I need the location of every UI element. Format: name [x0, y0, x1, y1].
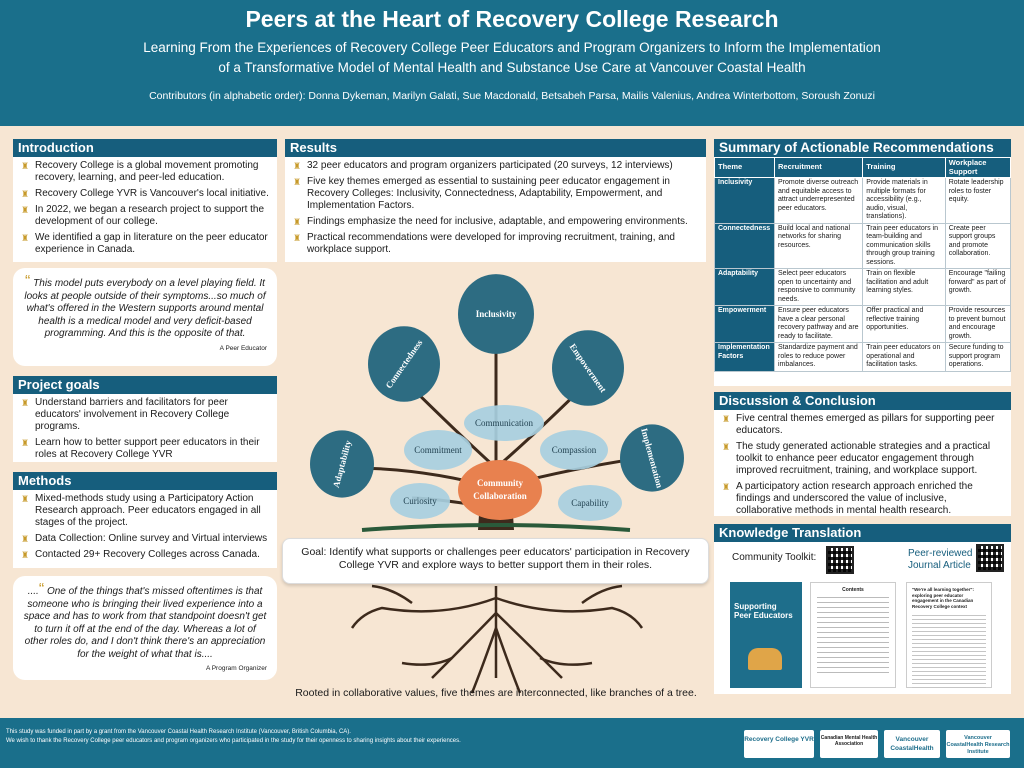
bullet-icon: ♜	[21, 189, 30, 199]
discussion-list	[714, 410, 1011, 524]
list-item: ♜ In 2022, we began a research project to support the development of our college.	[21, 204, 265, 227]
theme-leaf-connectedness	[368, 326, 440, 402]
community-collaboration-bubble	[458, 460, 542, 520]
project-goals-panel	[13, 376, 277, 462]
introduction-panel	[13, 139, 277, 262]
vch-research-institute-logo: Vancouver CoastalHealth Research Institute	[946, 730, 1010, 758]
table-cell: Create peer support groups and promote collaboration.	[945, 223, 1010, 269]
bullet-icon: ♜	[21, 494, 30, 504]
recovery-college-logo: Recovery College YVR	[744, 730, 814, 758]
discussion-heading: Discussion & Conclusion	[714, 392, 1011, 410]
article-qr-code[interactable]	[976, 544, 1004, 572]
theme-leaf-empowerment	[552, 330, 624, 406]
value-bubble-commitment	[404, 430, 472, 470]
bullet-icon: ♜	[21, 205, 30, 215]
table-cell: Empowerment	[715, 306, 775, 343]
center-label-line2: Collaboration	[473, 491, 527, 501]
bullet-icon: ♜	[722, 482, 731, 492]
bullet-icon: ♜	[21, 398, 30, 408]
poster-footer	[0, 718, 1024, 768]
toolkit-booklet-cover[interactable]	[730, 582, 802, 688]
quote-text: One of the things that's missed oftentimes is that someone who is bringing their lived experience into a space and has to work from that standpoint doesn't get to turn it off at the end of the day. Whereas a lot of other roles do, and I don't think there's an appreciation for the weight of what that is....	[23, 586, 267, 660]
table-cell: Offer practical and reflective training opportunities.	[863, 306, 945, 343]
contents-title: Contents	[842, 587, 864, 593]
table-cell: Provide materials in multiple formats for accessibility (e.g., audio, visual, translations).	[863, 178, 945, 224]
theme-leaf-adaptability	[310, 430, 374, 497]
results-list	[285, 157, 706, 263]
table-cell: Inclusivity	[715, 178, 775, 224]
leaf-label: Empowerment	[567, 341, 609, 395]
toolkit-label: Community Toolkit:	[732, 552, 817, 563]
table-header-row	[715, 158, 1011, 178]
column-header: Workplace Support	[945, 158, 1010, 178]
table-cell: Secure funding to support program operations.	[945, 343, 1010, 372]
methods-heading: Methods	[13, 472, 277, 490]
booklet-title: Supporting Peer Educators	[734, 602, 793, 620]
value-bubble-communication	[464, 405, 544, 441]
project-goals-list	[13, 394, 277, 468]
bullet-icon: ♜	[722, 414, 731, 424]
value-bubble-capability	[558, 485, 622, 521]
bubble-label: Commitment	[414, 445, 462, 455]
poster-subtitle-line1: Learning From the Experiences of Recovery College Peer Educators and Program Organizers to Inform the Implementation	[143, 40, 881, 55]
introduction-list	[13, 157, 277, 263]
results-heading: Results	[285, 139, 706, 157]
table-cell: Build local and national networks for sharing resources.	[775, 223, 863, 269]
table-row	[715, 269, 1011, 306]
leaf-label: Adaptability	[330, 439, 354, 489]
quote-mark-icon: “	[25, 273, 31, 290]
bullet-icon: ♜	[293, 217, 302, 227]
list-item: ♜ Data Collection: Online survey and Virtual interviews	[21, 533, 268, 544]
list-item: ♜ Contacted 29+ Recovery Colleges across Canada.	[21, 549, 260, 560]
contributors-line: Contributors (in alphabetic order): Donna Dykeman, Marilyn Galati, Sue Macdonald, Betsabeh Parsa, Mailis Valenius, Andrea Winterbottom, Soroush Zonuzi	[149, 90, 875, 102]
peer-educator-quote	[13, 268, 277, 366]
table-cell: Provide resources to prevent burnout and encourage growth.	[945, 306, 1010, 343]
list-item: ♜ Recovery College YVR is Vancouver's local initiative.	[21, 188, 269, 199]
toolkit-contents-page[interactable]	[810, 582, 896, 688]
contents-lines	[817, 597, 889, 677]
tree-illustration	[282, 268, 710, 712]
leaf-label: Inclusivity	[475, 309, 517, 319]
footer-text: This study was funded in part by a grant from the Vancouver Coastal Health Research Institute (Vancouver, British Columbia, CA). We wish to thank the Recovery College peer educators and program organizers who participated in the study for their openness to sharing insights about their experiences.	[6, 729, 461, 744]
list-item: ♜ A participatory action research approach enriched the findings and underscored the value of inclusive, collaborative methods in mental health research.	[722, 481, 973, 516]
summary-heading: Summary of Actionable Recommendations	[714, 139, 1011, 157]
article-heading: "We're all learning together": exploring peer educator engagement in the Canadian Recovery College context	[912, 587, 975, 609]
leaf-label: Connectedness	[383, 337, 425, 391]
value-bubble-compassion	[540, 430, 608, 470]
journal-article-page[interactable]	[906, 582, 992, 688]
theme-leaf-implementation	[620, 424, 684, 491]
list-item: ♜ 32 peer educators and program organizers participated (20 surveys, 12 interviews)	[293, 160, 673, 171]
poster-title: Peers at the Heart of Recovery College Research	[245, 6, 779, 32]
tree-caption: Rooted in collaborative values, five themes are interconnected, like branches of a tree.	[295, 687, 697, 699]
recommendations-table	[714, 157, 1011, 372]
list-item: ♜ Mixed-methods study using a Participatory Action Research approach. Peer educators engaged in all stages of the project.	[21, 493, 261, 528]
table-cell: Promote diverse outreach and equitable access to attract underrepresented peer educators.	[775, 178, 863, 224]
booklet-illustration	[748, 648, 782, 670]
table-cell: Train on flexible facilitation and adult learning styles.	[863, 269, 945, 306]
table-cell: Train peer educators on operational and facilitation tasks.	[863, 343, 945, 372]
column-header: Theme	[715, 158, 775, 178]
table-cell: Rotate leadership roles to foster equity.	[945, 178, 1010, 224]
discussion-panel	[714, 392, 1011, 516]
theme-leaf-inclusivity	[458, 274, 534, 354]
knowledge-heading: Knowledge Translation	[714, 524, 1011, 542]
column-header: Training	[863, 158, 945, 178]
bullet-icon: ♜	[21, 550, 30, 560]
list-item: ♜ Five central themes emerged as pillars for supporting peer educators.	[722, 413, 995, 436]
quote-mark-icon: “	[38, 581, 45, 598]
bubble-label: Compassion	[551, 445, 597, 455]
list-item: ♜ Practical recommendations were developed for improving recruitment, training, and workplace support.	[293, 232, 675, 255]
bullet-icon: ♜	[293, 177, 302, 187]
bullet-icon: ♜	[21, 438, 30, 448]
poster-header	[0, 0, 1024, 126]
bullet-icon: ♜	[21, 161, 30, 171]
quote-attribution: A Program Organizer	[205, 665, 267, 672]
methods-list	[13, 490, 277, 568]
results-panel	[285, 139, 706, 262]
methods-panel	[13, 472, 277, 568]
cmha-logo: Canadian Mental Health Association	[820, 730, 878, 758]
bullet-icon: ♜	[722, 442, 731, 452]
toolkit-qr-code[interactable]	[826, 546, 854, 574]
summary-panel	[714, 139, 1011, 386]
table-row	[715, 178, 1011, 224]
article-label: Peer-reviewed Journal Article	[908, 548, 973, 571]
tree-roots	[352, 586, 642, 693]
list-item: ♜ We identified a gap in literature on the peer educator experience in Canada.	[21, 232, 268, 255]
introduction-heading: Introduction	[13, 139, 277, 157]
bullet-icon: ♜	[293, 233, 302, 243]
program-organizer-quote	[13, 576, 277, 680]
quote-lead: ....	[27, 586, 39, 597]
table-row	[715, 306, 1011, 343]
bubble-label: Capability	[571, 498, 609, 508]
table-cell: Connectedness	[715, 223, 775, 269]
list-item: ♜ Understand barriers and facilitators for peer educators' involvement in Recovery College programs.	[21, 397, 230, 432]
table-row	[715, 223, 1011, 269]
table-cell: Ensure peer educators have a clear personal recovery pathway and are ready to facilitate.	[775, 306, 863, 343]
project-goals-heading: Project goals	[13, 376, 277, 394]
quote-text: This model puts everybody on a level playing field. It looks at people outside of their symptoms...so much of what's offered in the Western supports around mental health is a medical model and very deficit-based programming. And this is the opposite of that.	[24, 278, 266, 339]
table-cell: Adaptability	[715, 269, 775, 306]
leaf-label: Implementation	[639, 427, 665, 489]
goal-box: Goal: Identify what supports or challenges peer educators' participation in Recovery College YVR and explore ways to better support them in their roles.	[282, 538, 709, 584]
list-item: ♜ Findings emphasize the need for inclusive, adaptable, and empowering environments.	[293, 216, 688, 227]
article-body-lines	[912, 613, 986, 691]
quote-attribution: A Peer Educator	[219, 344, 267, 352]
bullet-icon: ♜	[293, 161, 302, 171]
bubble-label: Communication	[475, 418, 533, 428]
bullet-icon: ♜	[21, 534, 30, 544]
list-item: ♜ The study generated actionable strategies and a practical toolkit to enhance peer educator engagement through improved recruitment, training, and workplace support.	[722, 441, 991, 476]
center-label-line1: Community	[476, 478, 524, 488]
table-cell: Select peer educators open to uncertainty and responsive to community needs.	[775, 269, 863, 306]
bullet-icon: ♜	[21, 233, 30, 243]
poster-subtitle-line2: of a Transformative Model of Mental Health and Substance Use Care at Vancouver Coastal Health	[218, 60, 806, 75]
table-row	[715, 343, 1011, 372]
list-item: ♜ Learn how to better support peer educators in their roles at Recovery College YVR	[21, 437, 260, 460]
table-cell: Train peer educators in team-building and communication skills through group training sessions.	[863, 223, 945, 269]
bubble-label: Curiosity	[403, 496, 437, 506]
table-cell: Implementation Factors	[715, 343, 775, 372]
knowledge-panel	[714, 524, 1011, 694]
table-cell: Standardize payment and roles to reduce power imbalances.	[775, 343, 863, 372]
value-bubble-curiosity	[390, 483, 450, 519]
column-header: Recruitment	[775, 158, 863, 178]
list-item: ♜ Five key themes emerged as essential to sustaining peer educator engagement in Recovery Colleges: Inclusivity, Connectedness, Adaptability, Empowerment, and Implementation Factors.	[293, 176, 670, 211]
table-cell: Encourage "failing forward" as part of growth.	[945, 269, 1010, 306]
list-item: ♜ Recovery College is a global movement promoting recovery, learning, and peer-led education.	[21, 160, 259, 183]
vch-logo: Vancouver CoastalHealth	[884, 730, 940, 758]
